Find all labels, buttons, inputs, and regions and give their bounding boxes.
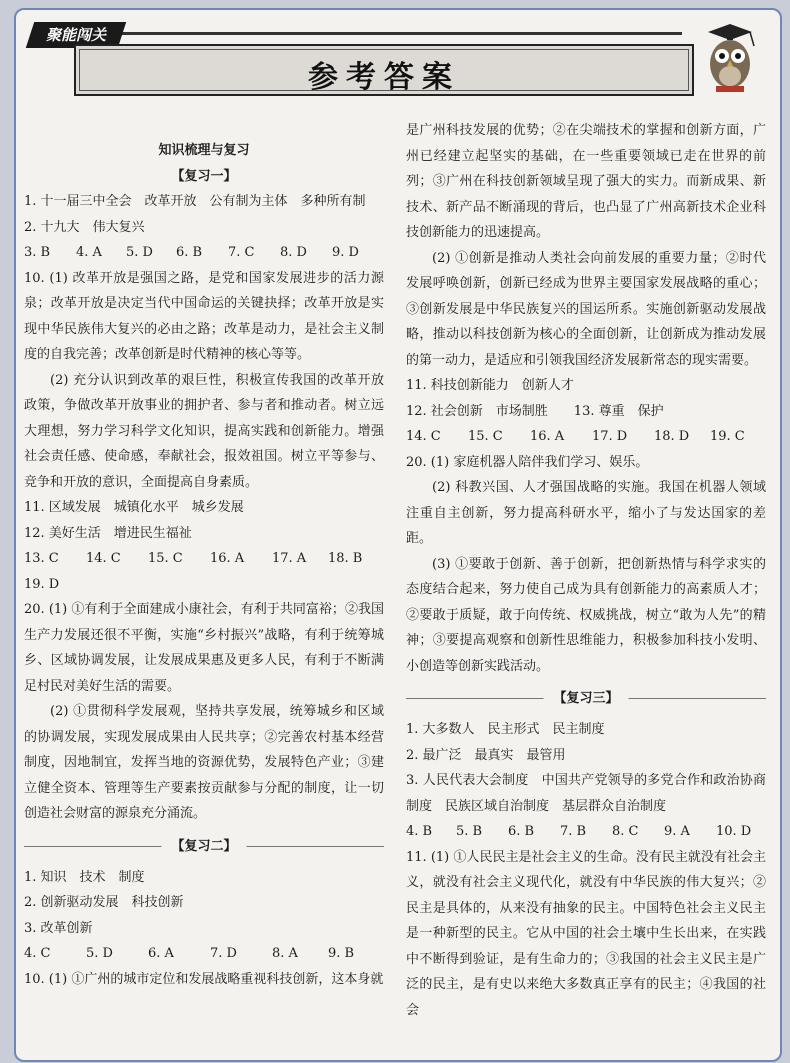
answer-paragraph: 3. 人民代表大会制度 中国共产党领导的多党合作和政治协商制度 民族区域自治制度 基层群众自治制度 bbox=[406, 773, 766, 814]
title-box bbox=[74, 44, 694, 96]
answer-item: 14. C bbox=[406, 429, 441, 444]
answer-item: 4. B bbox=[406, 824, 433, 839]
answer-item: 4. C bbox=[24, 946, 51, 961]
answer-paragraph: 20. (1) ①有利于全面建成小康社会，有利于共同富裕；②我国生产力发展还很不平衡，实施“乡村振兴”战略，有利于统筹城乡、区域协调发展，让发展成果惠及更多人民，有利于不断满足村民对美好生活的需要。 bbox=[24, 602, 384, 694]
answer-line: 12. 社会创新 市场制胜 13. 尊重 保护 bbox=[406, 403, 664, 419]
answer-paragraph: (2) ①贯彻科学发展观，坚持共享发展，统筹城乡和区域的协调发展，实现发展成果由人民共享；②完善农村基本经营制度，因地制宜，发挥当地的资源优势，发展特色产业；③建立健全资本、管理等生产要素按贡献参与分配的制度，让一切创造社会财富的源泉充分涌流。 bbox=[24, 704, 384, 821]
section-divider bbox=[24, 833, 384, 861]
answer-paragraph: (3) ①要敢于创新、善于创新，把创新热情与科学求实的态度结合起来，努力使自己成为具有创新能力的高素质人才；②要敢于质疑，敢于向传统、权威挑战，树立“敢为人先”的精神；③要提高观察和创新性思维能力，积极参加科技小发明、小创造等创新实践活动。 bbox=[406, 556, 766, 674]
answer-line: 11. 科技创新能力 创新人才 bbox=[406, 378, 574, 393]
answer-item: 5. B bbox=[456, 824, 483, 839]
answer-item: 6. B bbox=[508, 824, 535, 839]
answer-item: 14. C bbox=[86, 551, 121, 566]
header-banner bbox=[22, 20, 762, 100]
answer-item: 10. D bbox=[716, 824, 752, 839]
left-column bbox=[24, 138, 384, 992]
answer-line: 3. 改革创新 bbox=[24, 920, 93, 936]
answer-row bbox=[24, 941, 384, 967]
answer-item: 18. D bbox=[654, 429, 690, 444]
answer-item: 16. A bbox=[530, 429, 565, 444]
answer-line: 1. 大多数人 民主形式 民主制度 bbox=[406, 722, 605, 737]
section-title-review3: 【复习三】 bbox=[543, 687, 628, 711]
answer-row bbox=[406, 819, 766, 845]
section-title-review2: 【复习二】 bbox=[161, 835, 246, 859]
answer-item: 6. A bbox=[148, 946, 174, 961]
answer-paragraph: (2) 科教兴国、人才强国战略的实施。我国在机器人领域注重自主创新，努力提高科研水平，缩小了与发达国家的差距。 bbox=[406, 480, 766, 546]
answer-item: 3. B bbox=[24, 245, 51, 260]
answer-item: 18. B bbox=[328, 551, 363, 566]
answer-item: 15. C bbox=[468, 429, 503, 444]
answer-item: 7. D bbox=[210, 946, 237, 961]
answer-item: 7. C bbox=[228, 245, 255, 260]
answer-item: 9. A bbox=[664, 824, 690, 839]
answer-item: 17. A bbox=[272, 551, 307, 566]
answer-paragraph: (2) 充分认识到改革的艰巨性，积极宣传我国的改革开放政策，争做改革开放事业的拥护者、参与者和推动者。树立远大理想，努力学习科学文化知识，提高实践和创新能力。增强社会责任感、使命感，奉献社会，报效祖国。树立平等参与、竞争和开放的意识，全面提高自身素质。 bbox=[24, 372, 384, 490]
right-column bbox=[406, 118, 766, 1023]
answer-item: 15. C bbox=[148, 551, 183, 566]
header-stripe bbox=[122, 32, 682, 35]
answer-item: 6. B bbox=[176, 245, 203, 260]
answer-line: 2. 十九大 伟大复兴 bbox=[24, 219, 145, 235]
answer-item: 8. D bbox=[280, 245, 307, 260]
answer-row bbox=[24, 546, 384, 572]
answer-item: 7. B bbox=[560, 824, 587, 839]
answer-paragraph: 是广州科技发展的优势；②在尖端技术的掌握和创新方面，广州已经建立起坚实的基础，在一些重要领域已走在世界的前列；③广州在科技创新领域呈现了强大的实力。而新成果、新技术、新产品不断涌现的背后，也凸显了广州高新技术企业科技创新能力的迅速提高。 bbox=[406, 123, 766, 240]
answer-item: 9. D bbox=[332, 245, 359, 260]
answer-item: 9. B bbox=[328, 946, 355, 961]
answer-paragraph: 11. (1) ①人民民主是社会主义的生命。没有民主就没有社会主义，就没有社会主义现代化，就没有中华民族的伟大复兴；②民主是具体的，从来没有抽象的民主。中国特色社会主义民主是一种新型的民主。它从中国的社会土壤中生长出来，在实践中不断得到验证，是有生命力的；③我国的社会主义民主是广泛的民主，是有史以来绝大多数真正享有的民主；④我国的社会 bbox=[406, 849, 766, 1018]
answer-row bbox=[406, 424, 766, 450]
answer-item: 8. A bbox=[272, 946, 298, 961]
answer-item: 17. D bbox=[592, 429, 628, 444]
answer-paragraph: (2) ①创新是推动人类社会向前发展的重要力量；②时代发展呼唤创新，创新已经成为世界主要国家发展战略的重心；③创新发展是中华民族复兴的国运所系。实施创新驱动发展战略，推动以科技创新为核心的全面创新，让创新成为推动发展的第一动力，是适应和引领我国经济发展新常态的现实需要。 bbox=[406, 250, 766, 368]
answer-item: 8. C bbox=[612, 824, 639, 839]
section-heading: 知识梳理与复习 bbox=[158, 143, 250, 158]
owl-mascot-icon bbox=[694, 22, 764, 96]
answer-item: 13. C bbox=[24, 551, 59, 566]
answer-line: 2. 最广泛 最真实 最管用 bbox=[406, 747, 566, 763]
answer-item: 16. A bbox=[210, 551, 245, 566]
answer-row bbox=[24, 240, 384, 266]
answer-line: 2. 创新驱动发展 科技创新 bbox=[24, 895, 184, 910]
answer-line: 12. 美好生活 增进民生福祉 bbox=[24, 525, 192, 541]
answer-line: 10. (1) ①广州的城市定位和发展战略重视科技创新，这本身就 bbox=[24, 971, 384, 987]
answer-item: 4. A bbox=[76, 245, 102, 260]
answer-line: 1. 知识 技术 制度 bbox=[24, 869, 145, 885]
answer-line: 20. (1) 家庭机器人陪伴我们学习、娱乐。 bbox=[406, 454, 649, 470]
section-divider bbox=[406, 685, 766, 713]
section-title-review1: 【复习一】 bbox=[171, 168, 237, 184]
answer-line: 11. 区域发展 城镇化水平 城乡发展 bbox=[24, 500, 244, 515]
answer-line: 19. D bbox=[24, 576, 60, 592]
answer-page bbox=[14, 8, 782, 1062]
answer-item: 5. D bbox=[126, 245, 153, 260]
answer-paragraph: 10. (1) 改革开放是强国之路，是党和国家发展进步的活力源泉；改革开放是决定当代中国命运的关键抉择；改革开放是实现中华民族伟大复兴的必由之路；改革是动力，是社会主义制度的自我完善；改革创新是时代精神的核心等等。 bbox=[24, 270, 384, 362]
logo-text: 聚能闯关 bbox=[45, 26, 106, 44]
answer-item: 5. D bbox=[86, 946, 113, 961]
answer-line: 1. 十一届三中全会 改革开放 公有制为主体 多种所有制 bbox=[24, 194, 366, 209]
page-title: 参考答案 bbox=[308, 60, 460, 95]
answer-item: 19. C bbox=[710, 429, 745, 444]
